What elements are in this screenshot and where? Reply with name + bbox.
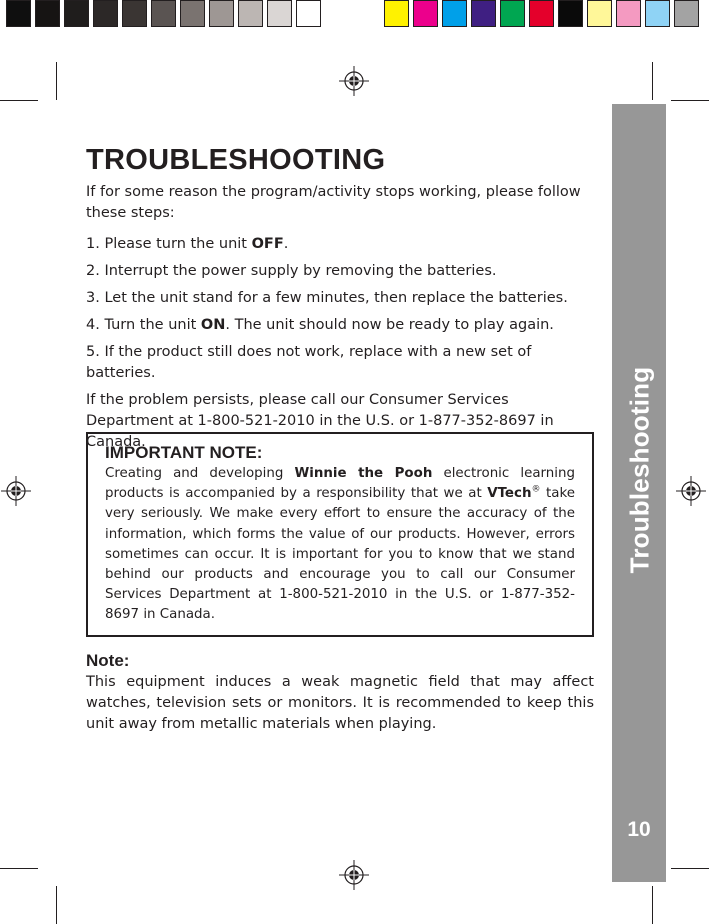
color-swatch — [442, 0, 467, 27]
color-swatch — [471, 0, 496, 27]
color-calibration-bar — [6, 0, 324, 28]
color-swatch — [413, 0, 438, 27]
intro-paragraph: If for some reason the program/activity stops working, please follow these steps: — [86, 184, 581, 221]
note-heading: Note: — [86, 651, 130, 670]
crop-mark — [0, 100, 38, 101]
contact-paragraph: If the problem persists, please call our Consumer Services Department at 1-800-521-2010 in the U.S. or 1-877-352-8697 in Canada. — [86, 392, 554, 450]
gray-swatch — [6, 0, 31, 27]
gray-swatch — [151, 0, 176, 27]
gray-swatch — [209, 0, 234, 27]
registration-mark-icon — [1, 476, 31, 506]
important-note-text: Creating and developing Winnie the Pooh electronic learning products is accompanied by a responsibility that we at VTech® take very seriously. We make every effort to ensure the accuracy of the information, which forms the value of our products. However, errors sometimes can occur. It is important for you to know that we stand behind our products and encourage you to call our Consumer Services Department at 1-800-521-2010 in the U.S. or 1-877-352-8697 in Canada. — [105, 466, 575, 623]
gray-swatch — [296, 0, 321, 27]
troubleshooting-steps — [86, 234, 594, 384]
registration-mark-icon — [339, 860, 369, 890]
color-swatch — [616, 0, 641, 27]
step-item: 3. Let the unit stand for a few minutes, then replace the batteries. — [86, 290, 568, 306]
page-title: TROUBLESHOOTING — [86, 144, 386, 176]
gray-swatch — [238, 0, 263, 27]
color-swatch-bar — [384, 0, 704, 28]
gray-swatch — [180, 0, 205, 27]
crop-mark — [652, 62, 653, 100]
important-note-heading: IMPORTANT NOTE: — [105, 443, 263, 462]
registered-mark: ® — [531, 484, 541, 495]
note-section — [86, 650, 594, 735]
color-swatch — [587, 0, 612, 27]
brand-name: VTech — [487, 486, 532, 502]
page-number: 10 — [627, 818, 651, 841]
step-item: 2. Interrupt the power supply by removing the batteries. — [86, 263, 497, 279]
color-swatch — [645, 0, 670, 27]
color-swatch — [529, 0, 554, 27]
bold-keyword: OFF — [251, 236, 284, 252]
section-tab-label: Troubleshooting — [624, 366, 655, 574]
color-swatch — [674, 0, 699, 27]
note-text: This equipment induces a weak magnetic field that may affect watches, television sets or monitors. It is recommended to keep this unit away from metallic materials when playing. — [86, 674, 594, 732]
crop-mark — [56, 886, 57, 924]
step-item: 5. If the product still does not work, replace with a new set of batteries. — [86, 344, 532, 381]
bold-keyword: ON — [200, 317, 226, 333]
gray-swatch — [267, 0, 292, 27]
crop-mark — [56, 62, 57, 100]
crop-mark — [671, 100, 709, 101]
gray-swatch — [122, 0, 147, 27]
color-swatch — [500, 0, 525, 27]
gray-swatch — [93, 0, 118, 27]
color-swatch — [384, 0, 409, 27]
registration-mark-icon — [339, 66, 369, 96]
step-item: 4. Turn the unit ON. The unit should now be ready to play again. — [86, 317, 554, 333]
product-name: Winnie the Pooh — [294, 466, 433, 481]
crop-mark — [671, 868, 709, 869]
crop-mark — [0, 868, 38, 869]
gray-swatch — [35, 0, 60, 27]
step-item: 1. Please turn the unit OFF. — [86, 236, 289, 252]
registration-mark-icon — [676, 476, 706, 506]
main-content — [86, 140, 594, 453]
gray-swatch — [64, 0, 89, 27]
crop-mark — [652, 886, 653, 924]
color-swatch — [558, 0, 583, 27]
important-note-box — [86, 432, 594, 637]
